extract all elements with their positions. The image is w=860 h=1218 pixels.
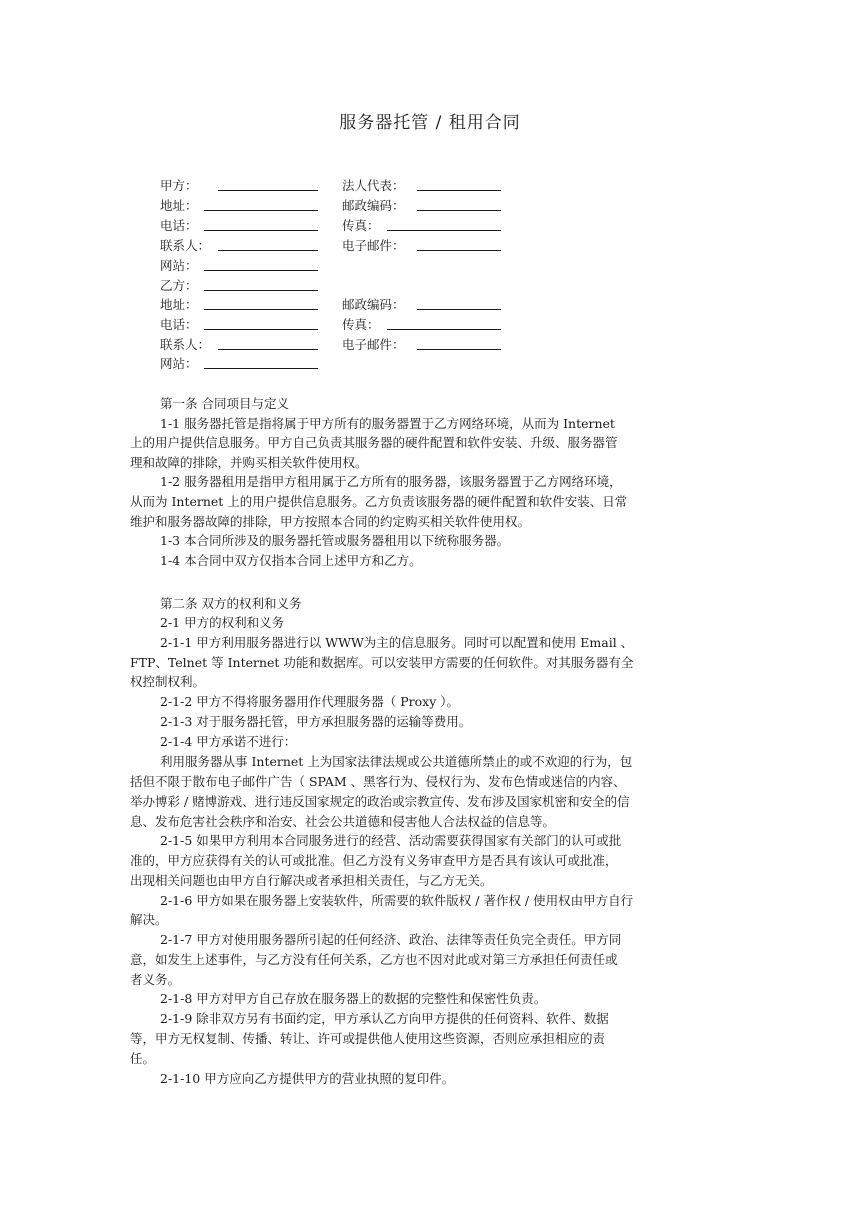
party-b-address-label: 地址：	[160, 297, 198, 312]
party-a-label: 甲方：	[160, 178, 198, 193]
paragraph-line: 任。	[130, 1051, 156, 1066]
paragraph-line: 1-2 服务器租用是指甲方租用属于乙方所有的服务器，该服务器置于乙方网络环境，	[160, 474, 622, 489]
party-b-postcode-label: 邮政编码：	[342, 297, 405, 312]
paragraph-line: 2-1-1 甲方利用服务器进行以 WWW为主的信息服务。同时可以配置和使用 Email 、	[160, 635, 634, 650]
paragraph-line: 利用服务器从事 Internet 上为国家法律法规或公共道德所禁止的或不欢迎的行为，包	[160, 754, 633, 769]
party-a-fax-blank[interactable]	[387, 230, 501, 231]
paragraph-line: 等，甲方无权复制、传播、转让、许可或提供他人使用这些资源，否则应承担相应的责	[130, 1031, 606, 1046]
article1-heading: 第一条 合同项目与定义	[160, 396, 289, 411]
paragraph-line: 1-1 服务器托管是指将属于甲方所有的服务器置于乙方网络环境，从而为 Internet	[160, 416, 615, 431]
paragraph-line: 意，如发生上述事件，与乙方没有任何关系，乙方也不因对此或对第三方承担任何责任或	[130, 952, 618, 967]
page-title: 服务器托管 / 租用合同	[339, 113, 521, 133]
party-b-label: 乙方：	[160, 278, 198, 293]
article2-heading: 第二条 双方的权利和义务	[160, 596, 302, 611]
party-a-blank[interactable]	[218, 190, 318, 191]
paragraph-line: 2-1-6 甲方如果在服务器上安装软件，所需要的软件版权 / 著作权 / 使用权由甲方自行	[160, 893, 634, 908]
party-b-contact-blank[interactable]	[218, 349, 318, 350]
party-b-website-label: 网站：	[160, 356, 198, 371]
paragraph-line: 权控制权利。	[130, 674, 206, 689]
paragraph-line: 2-1-4 甲方承诺不进行：	[160, 734, 297, 749]
party-a-email-blank[interactable]	[417, 250, 501, 251]
paragraph-line: 解决。	[130, 912, 168, 927]
party-b-phone-blank[interactable]	[204, 329, 318, 330]
paragraph-line: 2-1-3 对于服务器托管，甲方承担服务器的运输等费用。	[160, 714, 472, 729]
paragraph-line: 1-3 本合同所涉及的服务器托管或服务器租用以下统称服务器。	[160, 533, 510, 548]
legal-rep-label: 法人代表：	[342, 178, 405, 193]
party-a-phone-blank[interactable]	[204, 230, 318, 231]
party-a-fax-label: 传真：	[342, 218, 380, 233]
party-b-email-label: 电子邮件：	[342, 337, 405, 352]
party-b-fax-label: 传真：	[342, 317, 380, 332]
party-a-address-label: 地址：	[160, 198, 198, 213]
paragraph-line: 从而为 Internet 上的用户提供信息服务。乙方负责该服务器的硬件配置和软件安装、日常	[130, 494, 628, 509]
paragraph-line: 上的用户提供信息服务。甲方自己负责其服务器的硬件配置和软件安装、升级、服务器管	[130, 435, 618, 450]
party-a-address-blank[interactable]	[204, 210, 318, 211]
paragraph-line: 2-1-8 甲方对甲方自己存放在服务器上的数据的完整性和保密性负责。	[160, 991, 547, 1006]
paragraph-line: 息、发布危害社会秩序和治安、社会公共道德和侵害他人合法权益的信息等。	[130, 814, 556, 829]
paragraph-line: 2-1 甲方的权利和义务	[160, 615, 285, 630]
paragraph-line: 2-1-10 甲方应向乙方提供甲方的营业执照的复印件。	[160, 1071, 455, 1086]
paragraph-line: 维护和服务器故障的排除，甲方按照本合同的约定购买相关软件使用权。	[130, 514, 531, 529]
party-b-contact-label: 联系人：	[160, 337, 211, 352]
paragraph-line: 者义务。	[130, 972, 181, 987]
party-a-email-label: 电子邮件：	[342, 238, 405, 253]
paragraph-line: 2-1-9 除非双方另有书面约定，甲方承认乙方向甲方提供的任何资料、软件、数据	[160, 1011, 609, 1026]
party-a-contact-label: 联系人：	[160, 238, 211, 253]
paragraph-line: 2-1-7 甲方对使用服务器所引起的任何经济、政治、法律等责任负完全责任。甲方同	[160, 932, 622, 947]
party-b-website-blank[interactable]	[204, 368, 318, 369]
paragraph-line: 2-1-2 甲方不得将服务器用作代理服务器（ Proxy ）。	[160, 694, 459, 709]
paragraph-line: 2-1-5 如果甲方利用本合同服务进行的经营、活动需要获得国家有关部门的认可或批	[160, 833, 622, 848]
party-b-fax-blank[interactable]	[387, 329, 501, 330]
legal-rep-blank[interactable]	[417, 190, 501, 191]
paragraph-line: 出现相关问题也由甲方自行解决或者承担相关责任，与乙方无关。	[130, 873, 493, 888]
paragraph-line: 举办博彩 / 赌博游戏、进行违反国家规定的政治或宗教宣传、发布涉及国家机密和安全的信	[130, 794, 630, 809]
party-a-postcode-blank[interactable]	[417, 210, 501, 211]
party-b-email-blank[interactable]	[417, 349, 501, 350]
party-b-phone-label: 电话：	[160, 317, 198, 332]
party-a-contact-blank[interactable]	[218, 250, 318, 251]
party-b-address-blank[interactable]	[204, 309, 318, 310]
paragraph-line: 理和故障的排除，并购买相关软件使用权。	[130, 455, 368, 470]
party-b-postcode-blank[interactable]	[417, 309, 501, 310]
party-a-website-label: 网站：	[160, 258, 198, 273]
party-a-postcode-label: 邮政编码：	[342, 198, 405, 213]
paragraph-line: FTP、Telnet 等 Internet 功能和数据库。可以安装甲方需要的任何软件。对其服务器有全	[130, 655, 634, 670]
paragraph-line: 括但不限于散布电子邮件广告（ SPAM 、黑客行为、侵权行为、发布色情或迷信的内容、	[130, 774, 626, 789]
paragraph-line: 准的，甲方应获得有关的认可或批准。但乙方没有义务审查甲方是否具有该认可或批准，	[130, 853, 618, 868]
party-b-blank[interactable]	[204, 290, 318, 291]
paragraph-line: 1-4 本合同中双方仅指本合同上述甲方和乙方。	[160, 553, 422, 568]
party-a-website-blank[interactable]	[204, 270, 318, 271]
party-a-phone-label: 电话：	[160, 218, 198, 233]
